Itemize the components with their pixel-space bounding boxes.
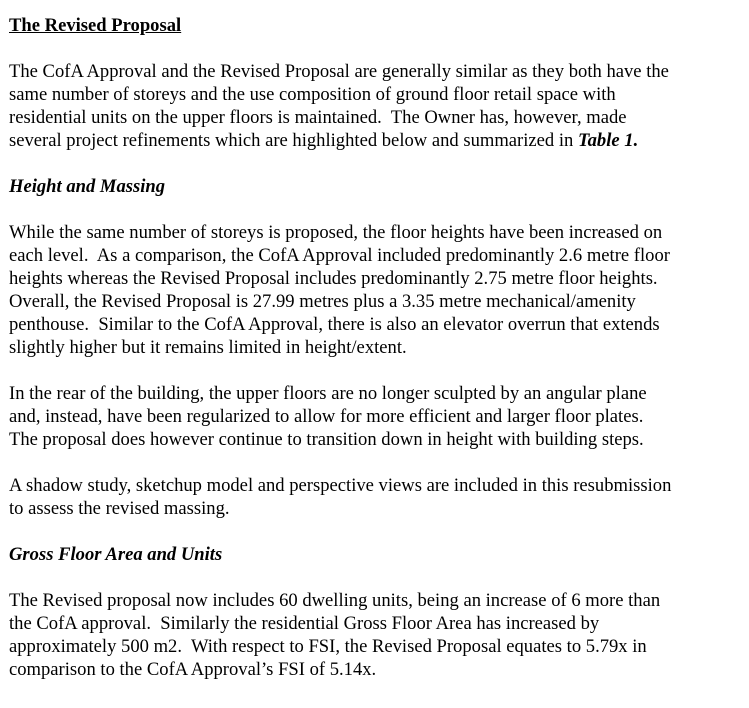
text-line: comparison to the CofA Approval’s FSI of 5.14x.: [9, 659, 377, 680]
text-line: and, instead, have been regularized to allow for more efficient and larger floor plates.: [9, 406, 644, 427]
spacer: [9, 198, 745, 221]
height-paragraph-1: [9, 221, 745, 359]
section-title: The Revised Proposal: [9, 15, 182, 36]
text-line: The CofA Approval and the Revised Proposal are generally similar as they both have the: [9, 61, 669, 82]
spacer: [9, 520, 745, 543]
text-line: slightly higher but it remains limited in height/extent.: [9, 337, 407, 358]
document-page: [9, 14, 745, 681]
text-line: In the rear of the building, the upper floors are no longer sculpted by an angular plane: [9, 383, 647, 404]
text-line: A shadow study, sketchup model and perspective views are included in this resubmission: [9, 475, 672, 496]
text-line: to assess the revised massing.: [9, 498, 230, 519]
text-line: While the same number of storeys is proposed, the floor heights have been increased on: [9, 222, 663, 243]
text-line: approximately 500 m2. With respect to FSI, the Revised Proposal equates to 5.79x in: [9, 636, 647, 657]
heading-gfa-units: Gross Floor Area and Units: [9, 544, 223, 565]
text-fragment: several project refinements which are highlighted below and summarized in: [9, 130, 578, 151]
gfa-paragraph: [9, 589, 745, 681]
text-line: same number of storeys and the use composition of ground floor retail space with: [9, 84, 616, 105]
intro-paragraph: [9, 60, 745, 152]
spacer: [9, 566, 745, 589]
text-line: [9, 129, 745, 152]
text-line: The proposal does however continue to transition down in height with building steps.: [9, 429, 644, 450]
text-line: Overall, the Revised Proposal is 27.99 metres plus a 3.35 metre mechanical/amenity: [9, 291, 636, 312]
text-line: the CofA approval. Similarly the residential Gross Floor Area has increased by: [9, 613, 600, 634]
height-paragraph-3: [9, 474, 745, 520]
text-line: penthouse. Similar to the CofA Approval, there is also an elevator overrun that extends: [9, 314, 660, 335]
spacer: [9, 152, 745, 175]
spacer: [9, 37, 745, 60]
height-paragraph-2: [9, 382, 745, 451]
spacer: [9, 359, 745, 382]
text-line: The Revised proposal now includes 60 dwelling units, being an increase of 6 more than: [9, 590, 661, 611]
heading-height-massing: Height and Massing: [9, 176, 166, 197]
table-reference: Table 1.: [577, 130, 639, 151]
spacer: [9, 451, 745, 474]
text-line: residential units on the upper floors is maintained. The Owner has, however, made: [9, 107, 627, 128]
text-line: heights whereas the Revised Proposal includes predominantly 2.75 metre floor heights.: [9, 268, 658, 289]
text-line: each level. As a comparison, the CofA Approval included predominantly 2.6 metre floor: [9, 245, 670, 266]
